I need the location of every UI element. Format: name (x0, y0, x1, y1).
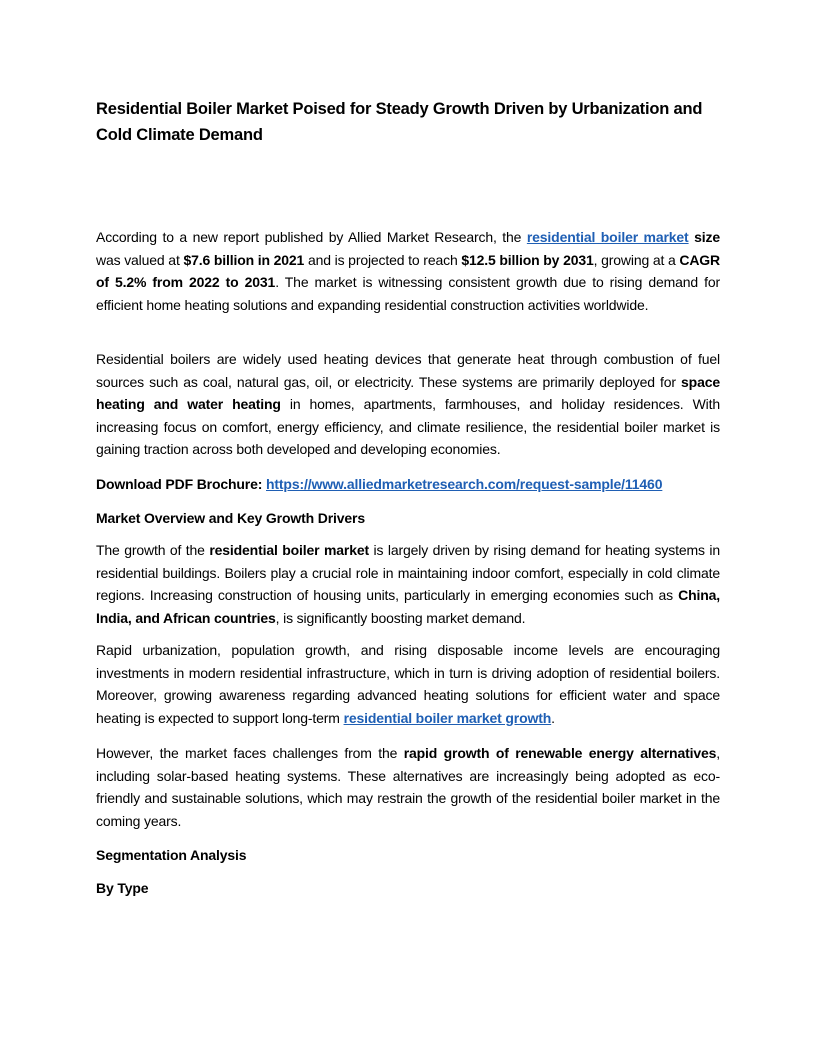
text: was valued at (96, 251, 184, 268)
text: , is significantly boosting market demand. (275, 609, 526, 626)
bold-text: residential boiler market (209, 542, 370, 558)
text: The growth of the (96, 542, 210, 558)
text: is largely driven by rising demand for heating systems in residential buildings. Boilers play a crucial role in maintaining indoor comfort, especially in cold climate regions. Increasing construction of housing units, particularly in emerging economies such as (96, 542, 720, 604)
text: However, the market faces challenges from the (96, 745, 404, 761)
download-label: Download PDF Brochure: (96, 476, 266, 492)
text: According to a new report published by Allied Market Research, the (96, 229, 527, 245)
bold-text: $12.5 billion by 2031 (461, 251, 594, 268)
text: , including solar-based heating systems. These alternatives are increasingly being adopted as eco-friendly and sustainable solutions, which may restrain the growth of the residential boiler market in the coming years. (96, 745, 720, 829)
text: , growing at a (593, 251, 680, 268)
residential-boiler-market-link[interactable]: residential boiler market (526, 229, 689, 245)
text: and is projected to reach (304, 251, 462, 268)
document-title: Residential Boiler Market Poised for Steady Growth Driven by Urbanization and Cold Climate Demand (96, 100, 703, 144)
paragraph-intro (96, 226, 720, 316)
paragraph-challenges (96, 742, 720, 832)
text: . The market is witnessing consistent growth due to rising demand for efficient home heating solutions and expanding residential construction activities worldwide. (96, 274, 721, 313)
bold-text: size (688, 229, 720, 245)
bold-text: space heating and water heating (96, 373, 720, 413)
text: in homes, apartments, farmhouses, and holiday residences. With increasing focus on comfort, energy efficiency, and climate resilience, the residential boiler market is gaining traction across both developed and developing economies. (96, 396, 720, 458)
text: . (551, 709, 555, 726)
text: Residential boilers are widely used heating devices that generate heat through combustion of fuel sources such as coal, natural gas, oil, or electricity. These systems are primarily deployed for (96, 351, 720, 390)
bold-text: China, India, and African countries (96, 587, 720, 626)
bold-text: $7.6 billion in 2021 (183, 251, 305, 268)
section-heading-overview: Market Overview and Key Growth Drivers (96, 510, 365, 526)
market-growth-link[interactable]: residential boiler market growth (343, 709, 552, 726)
section-heading-segmentation: Segmentation Analysis (96, 847, 247, 863)
download-brochure-link[interactable]: https://www.alliedmarketresearch.com/request-sample/11460 (266, 476, 663, 492)
bold-text: CAGR of 5.2% from 2022 to 2031 (96, 251, 720, 291)
download-brochure (96, 474, 662, 494)
section-heading-by-type: By Type (96, 880, 149, 896)
text: Rapid urbanization, population growth, and rising disposable income levels are encouraging investments in modern residential infrastructure, which in turn is driving adoption of residential boilers. Moreover, growing awareness regarding advanced heating solutions for efficient water and space heating is expected to support long-term (96, 642, 720, 726)
paragraph-growth (96, 539, 720, 629)
bold-text: rapid growth of renewable energy alternatives (403, 745, 717, 761)
paragraph-urbanization (96, 639, 720, 729)
paragraph-description (96, 348, 720, 461)
